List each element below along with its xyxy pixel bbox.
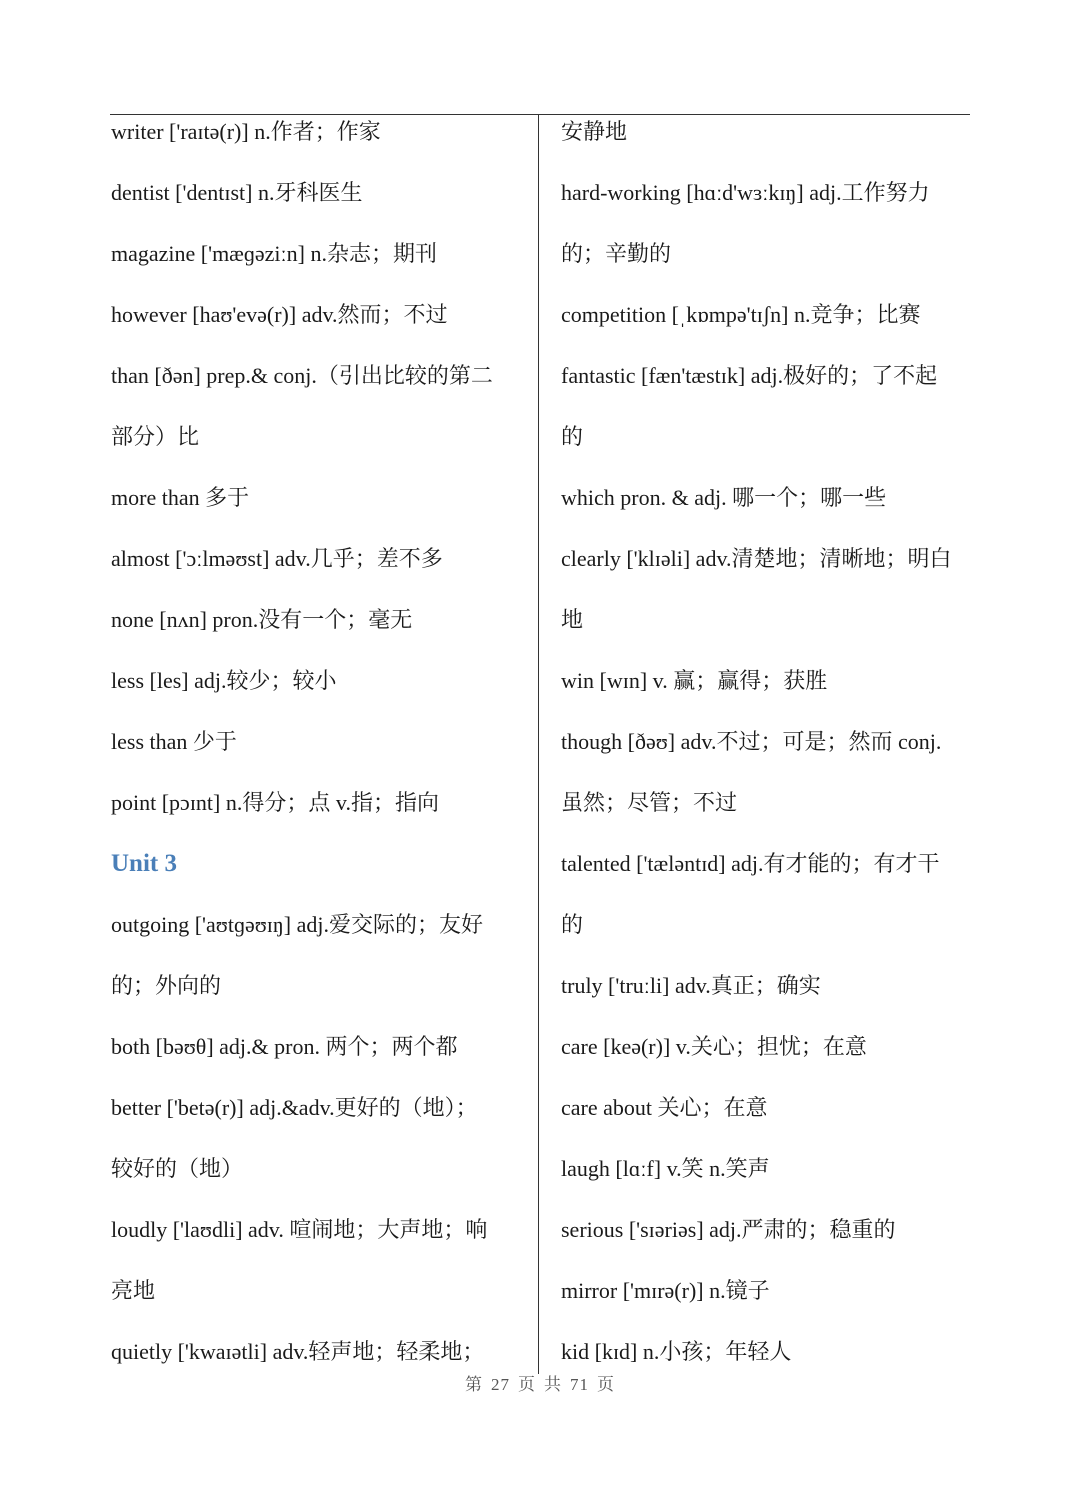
footer-total-unit: 页 (597, 1375, 615, 1394)
footer-total-label: 共 (544, 1375, 562, 1394)
vocab-line: less than 少于 (111, 729, 237, 754)
vocab-line: competition [ˌkɒmpə'tɪʃn] n.竞争；比赛 (561, 302, 921, 327)
vocab-line: 部分）比 (111, 424, 200, 449)
vocab-line: care [keə(r)] v.关心；担忧；在意 (561, 1034, 867, 1059)
vocab-line: 的；外向的 (111, 973, 222, 998)
vocab-line: 安静地 (561, 119, 628, 144)
vocab-line: quietly ['kwaɪətli] adv.轻声地；轻柔地； (111, 1339, 485, 1364)
vocab-line: 的；辛勤的 (561, 241, 672, 266)
vocab-line: both [bəʊθ] adj.& pron. 两个；两个都 (111, 1034, 458, 1059)
page-footer (0, 1370, 1080, 1395)
vocab-line: fantastic [fæn'tæstɪk] adj.极好的；了不起 (561, 363, 938, 388)
vocab-line: 地 (561, 607, 584, 632)
left-column (111, 108, 529, 1389)
vocab-line: 的 (561, 912, 584, 937)
vocab-line: however [haʊ'evə(r)] adv.然而；不过 (111, 302, 448, 327)
vocab-line: win [wɪn] v. 赢；赢得；获胜 (561, 668, 828, 693)
vocab-line: 较好的（地） (111, 1156, 244, 1181)
vocab-line: loudly ['laʊdli] adv. 喧闹地；大声地；响 (111, 1217, 488, 1242)
vocab-line: more than 多于 (111, 485, 250, 510)
vocab-line: almost ['ɔːlməʊst] adv.几乎；差不多 (111, 546, 443, 571)
vocab-line: better ['betə(r)] adj.&adv.更好的（地）； (111, 1095, 478, 1120)
vocab-line: truly ['truːli] adv.真正；确实 (561, 973, 821, 998)
vocab-line: point [pɔɪnt] n.得分；点 v.指；指向 (111, 790, 439, 815)
vocab-line: hard-working [hɑːd'wɜːkɪŋ] adj.工作努力 (561, 180, 930, 205)
vocab-line: laugh [lɑːf] v.笑 n.笑声 (561, 1156, 770, 1181)
vocab-line: 的 (561, 424, 584, 449)
vocab-line: than [ðən] prep.& conj.（引出比较的第二 (111, 363, 493, 388)
footer-page-unit: 页 (518, 1375, 536, 1394)
vocab-line: magazine ['mæɡəziːn] n.杂志；期刊 (111, 241, 437, 266)
vocab-line: mirror ['mɪrə(r)] n.镜子 (561, 1278, 770, 1303)
vocab-line: clearly ['klɪəli] adv.清楚地；清晰地；明白 (561, 546, 952, 571)
vocab-line: care about 关心；在意 (561, 1095, 768, 1120)
vocab-line: outgoing ['aʊtɡəʊɪŋ] adj.爱交际的；友好 (111, 912, 484, 937)
vocab-line: 亮地 (111, 1278, 156, 1303)
footer-page-number: 27 (491, 1375, 510, 1394)
vocab-line: writer ['raɪtə(r)] n.作者；作家 (111, 119, 381, 144)
vocab-line: 虽然；尽管；不过 (561, 790, 738, 815)
vocab-line: though [ðəʊ] adv.不过；可是；然而 conj. (561, 729, 942, 754)
vocab-line: dentist ['dentɪst] n.牙科医生 (111, 180, 363, 205)
vocab-line: which pron. & adj. 哪一个；哪一些 (561, 485, 887, 510)
column-divider (538, 114, 539, 1374)
vocab-line: less [les] adj.较少；较小 (111, 668, 337, 693)
right-column (561, 108, 973, 1389)
vocab-line: serious ['sɪəriəs] adj.严肃的；稳重的 (561, 1217, 896, 1242)
footer-total-pages: 71 (570, 1375, 589, 1394)
vocab-line: kid [kɪd] n.小孩；年轻人 (561, 1339, 792, 1364)
vocab-line: none [nʌn] pron.没有一个；毫无 (111, 607, 413, 632)
footer-page-label: 第 (465, 1375, 483, 1394)
unit-heading: Unit 3 (111, 850, 177, 877)
vocab-line: talented ['tæləntɪd] adj.有才能的；有才干 (561, 851, 940, 876)
